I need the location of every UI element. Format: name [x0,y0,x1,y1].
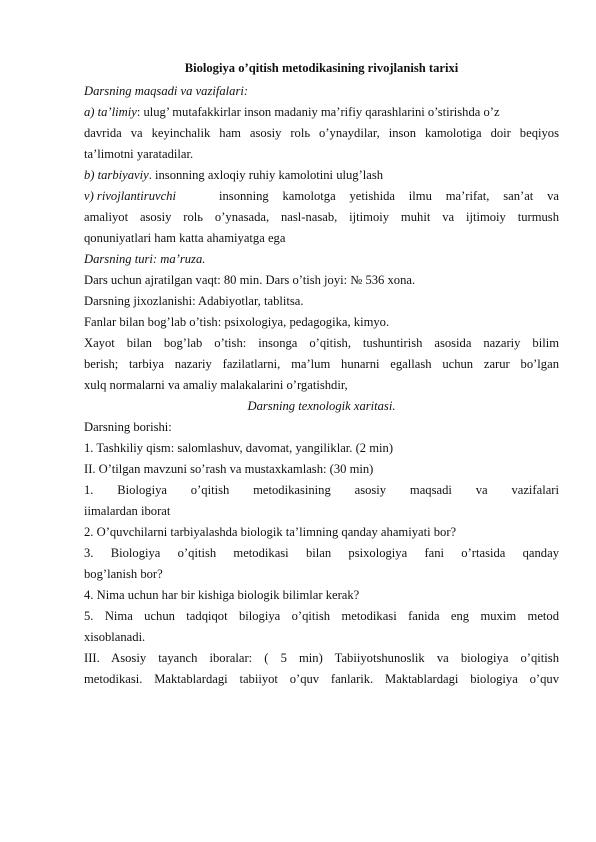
step-2: II. O’tilgan mavzuni so’rash va mustaxkamlash: (30 min) [84,462,374,476]
procedure-heading: Darsning borishi: [84,420,172,434]
document-title: Biologiya o’qitish metodikasining rivojlanish tarixi [184,61,459,75]
goal-a-line-3: ta’limotni yaratadilar. [84,147,194,161]
goal-b [84,167,559,183]
subjects-link: Fanlar bilan bog’lab o’tish: psixologiya, pedagogika, kimyo. [84,315,390,329]
question-5-line-1: 5. Nima uchun tadqiqot bilogiya o’qitish metodikasi fanida eng muxim metod [84,609,559,623]
goals-heading: Darsning maqsadi va vazifalari: [84,84,249,98]
goal-a-label: a) ta’limiy [84,105,137,119]
question-1-line-2: iimalardan iborat [84,504,171,518]
step-3-line-1: III. Asosiy tayanch iboralar: ( 5 min) Tabiiyotshunoslik va biologiya o’qitish [84,651,559,665]
lesson-type: Darsning turi: ma’ruza. [84,252,206,266]
life-link-line-2: berish; tarbiya nazariy fazilatlarni, ma’lum hunarni egallash uchun zarur bo’lgan [84,357,559,371]
goal-b-text: . insonning axloqiy ruhiy kamolotini ulug’lash [148,168,384,182]
goal-a-line-2: davrida va keyinchalik ham asosiy rolь o’ynaydilar, inson kamolotiga doir beqiyos [84,126,559,140]
goal-v-line-1 [84,188,559,204]
question-3-line-2: bog’lanish bor? [84,567,163,581]
tech-map-heading: Darsning texnologik xaritasi. [247,399,396,413]
goal-a-line-1 [84,104,559,120]
time-place: Dars uchun ajratilgan vaqt: 80 min. Dars o’tish joyi: № 536 xona. [84,273,416,287]
life-link-line-1: Xayot bilan bog’lab o’tish: insonga o’qitish, tushuntirish asosida nazariy bilim [84,336,559,350]
goal-b-label: b) tarbiyaviy [84,168,149,182]
step-1: 1. Tashkiliy qism: salomlashuv, davomat, yangiliklar. (2 min) [84,441,394,455]
question-1-line-1: 1. Biologiya o’qitish metodikasining asosiy maqsadi va vazifalari [84,483,559,497]
question-3-line-1: 3. Biologiya o’qitish metodikasi bilan psixologiya fani o’rtasida qanday [84,546,559,560]
goal-v-line-2: amaliyot asosiy rolь o’ynasada, nasl-nasab, ijtimoiy muhit va ijtimoiy turmush [84,210,559,224]
question-4: 4. Nima uchun har bir kishiga biologik bilimlar kerak? [84,588,360,602]
goal-v-label: v) rivojlantiruvchi [84,189,176,203]
question-2: 2. O’quvchilarni tarbiyalashda biologik ta’limning qanday ahamiyati bor? [84,525,457,539]
goal-v-text: insonning kamolotga yetishida ilmu ma’rifat, san’at va [219,189,559,203]
life-link-line-3: xulq normalarni va amaliy malakalarini o’rgatishdir, [84,378,348,392]
goal-v-line-3: qonuniyatlari ham katta ahamiyatga ega [84,231,286,245]
question-5-line-2: xisoblanadi. [84,630,146,644]
step-3-line-2: metodikasi. Maktablardagi tabiiyot o’quv fanlarik. Maktablardagi biologiya o’quv [84,672,559,686]
goal-a-text: : ulug’ mutafakkirlar inson madaniy ma’rifiy qarashlarini o’stirishda o’z [136,105,500,119]
equipment: Darsning jixozlanishi: Adabiyotlar, tablitsa. [84,294,304,308]
